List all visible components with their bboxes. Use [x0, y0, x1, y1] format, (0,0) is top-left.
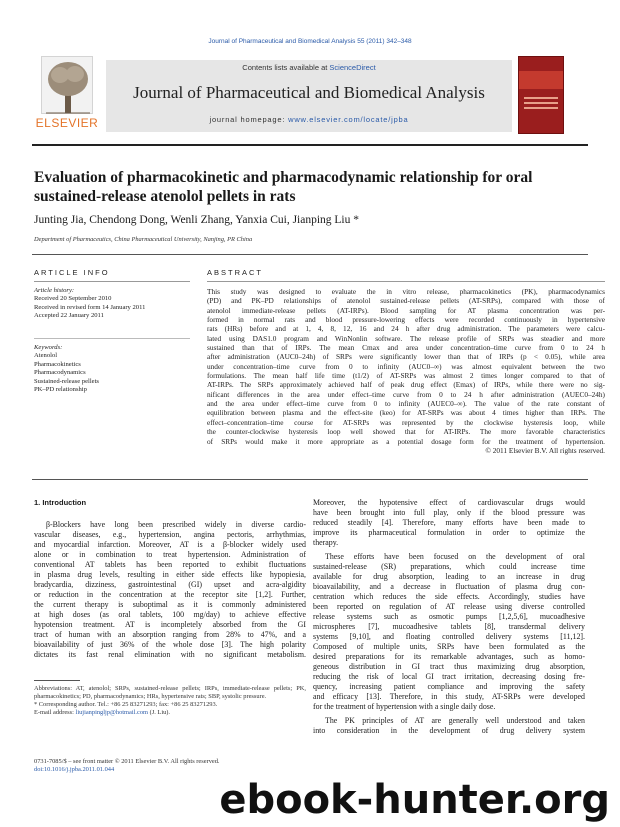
introduction-heading: 1. Introduction	[34, 498, 87, 507]
abbreviations-footnote: Abbreviations: AT, atenolol; SRPs, sustained-release pellets; IRPs, immediate-release pellets; PK, pharmacokinetics; PD, pharmacodynamics; HRs, hypertensive rats; SBP, systolic pressure.	[34, 685, 306, 700]
issn-line: 0731-7085/$ – see front matter © 2011 Elsevier B.V. All rights reserved.	[34, 758, 220, 765]
journal-cover-thumbnail[interactable]	[518, 56, 564, 134]
body-line: bradycardia, dizziness, gastrointestinal (GI) upset and acra-algidity	[34, 580, 306, 589]
body-line: desired preparations for its remarkable advantages, such as homo-	[313, 652, 585, 661]
body-line: quency, increasing patient compliance and improving the safety	[313, 682, 585, 691]
abstract-line: equilibration between plasma and the effect-site (keo) for AT-SRPs was about 4 times higher than IRPs. The	[207, 408, 605, 418]
body-line: centration which reduces the side effects. Accordingly, studies have	[313, 592, 585, 601]
body-line: have been brought into full play, only if the blood pressure was	[313, 508, 585, 517]
keyword-item: Atenolol	[34, 352, 58, 360]
abstract-line: This study was designed to evaluate the in vitro release, pharmacokinetics (PK), pharmacodynamics	[207, 287, 605, 296]
corresponding-author-footnote: * Corresponding author. Tel.: +86 25 83271293; fax: +86 25 83271293.	[34, 701, 218, 708]
body-line: release systems such as osmotic pumps [1,2,5,6], mucoadhesive	[313, 612, 585, 621]
body-line: the current therapy is suboptimal as it is commonly administered	[34, 600, 306, 609]
abstract-line: formed in normal rats and blood pressure-lowering effects were recorded continuously in hypertensive	[207, 315, 605, 325]
body-line: reducing the risk of local GI tract irritation, decreasing dosing fre-	[313, 672, 585, 681]
email-label: E-mail address:	[34, 709, 74, 716]
body-line: been reported on regulation of AT release using diverse controlled	[313, 602, 585, 611]
homepage-link[interactable]: www.elsevier.com/locate/jpba	[288, 115, 409, 124]
abstract-line: the counter-clockwise hysteresis loop well showed that for AT-IRPs. The more favorable characteristics	[207, 427, 605, 437]
journal-header-box	[106, 60, 512, 132]
author-list: Junting Jia, Chendong Dong, Wenli Zhang, Yanxia Cui, Jianping Liu *	[34, 214, 360, 226]
article-info-heading: ARTICLE INFO	[34, 268, 110, 277]
body-line: Moreover, the hypotensive effect of cardiovascular drugs would	[313, 498, 585, 507]
elsevier-logo	[32, 56, 102, 138]
abstract-line: rats (HRs) before and at 1, 4, 8, 12, 16 and 24 h after drug administration. The parameters were calcu-	[207, 324, 605, 334]
history-revised: Received in revised form 14 January 2011	[34, 303, 146, 311]
body-line: conventional AT tablets has been reported to exhibit fluctuations	[34, 560, 306, 569]
affiliation: Department of Pharmaceutics, China Pharmaceutical University, Nanjing, PR China	[34, 236, 253, 243]
body-line: bioavailability, and a decrease in fluctuation of plasma drug con-	[313, 582, 585, 591]
title-divider	[32, 254, 588, 255]
header-divider	[32, 144, 588, 146]
keyword-item: PK–PD relationship	[34, 386, 87, 394]
journal-citation[interactable]: Journal of Pharmaceutical and Biomedical Analysis 55 (2011) 342–348	[208, 38, 412, 45]
body-line: and efficacy [13]. Therefore, in this study, AT-SRPs were developed	[313, 692, 585, 701]
keywords-divider	[34, 338, 190, 339]
body-line: reduced steadily [4]. Therefore, many efforts have been made to	[313, 518, 585, 527]
abstract-line: of SRPs would make it more appropriate as a potential dosage form for the treatment of hypertension.	[207, 436, 605, 446]
body-line: dictates its fast renal elimination with no significant metabolism.	[34, 650, 306, 659]
keyword-item: Pharmacodynamics	[34, 369, 86, 377]
body-line: and myocardial infarction. Moreover, AT is a β-blocker widely used	[34, 540, 306, 549]
abstract-line: sustained than that of IRPs. The mean Cmax and area under concentration–time curve from 0 to 24 h	[207, 343, 605, 353]
abstract-line: nificant differences in the area under effect–time curve from 0 to 24 h after administration (AUEC0–24h)	[207, 389, 605, 399]
keywords-label: Keywords:	[34, 344, 63, 351]
email-suffix: (J. Liu).	[149, 709, 171, 716]
watermark: ebook-hunter.org	[219, 777, 610, 823]
keywords-block	[34, 344, 190, 394]
body-line: vascular diseases, e.g., hypertension, angina pectoris, arrhythmias,	[34, 530, 306, 539]
history-label: Article history:	[34, 287, 75, 294]
contents-line	[106, 63, 512, 72]
article-info-divider	[34, 281, 190, 282]
abstract-line: after administration (AUC0–24h) of SRPs were significantly lower than that of IRPs (p < 0.05), while area	[207, 352, 605, 362]
keyword-item: Pharmacokinetics	[34, 360, 81, 368]
body-line: systems [9,10], and floating controlled delivery systems [11,12].	[313, 632, 585, 641]
abstract-line: effect–concentration–time course for AT-SRPs was represented by the clockwise hysteresis loop, while	[207, 417, 605, 427]
journal-title: Journal of Pharmaceutical and Biomedical Analysis	[133, 83, 485, 102]
body-line: in plasma drug levels, resulting in either side effects like hypopiesia,	[34, 570, 306, 579]
body-line: available for drug absorption, leading to an increase in drug	[313, 572, 585, 581]
body-line: tract of human with an absorption ranging from 28% to 47%, and a	[34, 630, 306, 639]
history-received: Received 20 September 2010	[34, 295, 112, 303]
body-line: geneous distribution in GI tract thus maximizing drug absorption,	[313, 662, 585, 671]
body-line: therapy.	[313, 538, 339, 547]
body-line: for the treatment of hypertension with a single daily dose.	[313, 702, 496, 711]
abstract-line: formulations. The mean half life time (t1/2) of AT-SRPs was almost 2 times longer compared to that of	[207, 371, 605, 381]
footnote-divider	[34, 680, 80, 681]
body-line: hypotension treatment. AT is incompletely absorbed from the GI	[34, 620, 306, 629]
body-line: or reduction in the concentration at the receptor site [1,2]. Further,	[34, 590, 306, 599]
body-line: into consideration in the development of drug delivery system	[313, 726, 585, 735]
history-accepted: Accepted 22 January 2011	[34, 312, 104, 320]
body-line: The PK principles of AT are generally well understood and taken	[325, 716, 585, 725]
abstract-heading: ABSTRACT	[207, 268, 264, 277]
cover-band	[519, 71, 563, 89]
email-link[interactable]: liujianpingljp@hotmail.com	[75, 709, 148, 716]
body-left-column	[34, 498, 306, 660]
abstract-divider	[207, 281, 605, 282]
abstract-line: atenolol immediate-release pellets (AT-IRPs). Blood sampling for AT plasma concentration was per-	[207, 305, 605, 315]
abstract-line: (PD) and PK–PD relationships of atenolol sustained-release pellets (AT-SRPs), compared with those of	[207, 296, 605, 306]
abstract-line: under concentration–time curve from 0 to infinity (AUC0–∞) was almost equivalent between the two	[207, 361, 605, 371]
abstract-body	[207, 287, 605, 455]
body-line: β-Blockers have long been prescribed widely in diverse cardio-	[46, 520, 306, 529]
body-line: microspheres [7], mucoadhesive tablets [8], transdermal delivery	[313, 622, 585, 631]
abstract-line: lated using DAS1.0 program and WinNonlin software. The release profile of SRPs was steadier and more	[207, 333, 605, 343]
abstract-bottom-divider	[32, 479, 588, 480]
doi-link[interactable]: doi:10.1016/j.jpba.2011.01.044	[34, 766, 115, 773]
abstract-copyright: © 2011 Elsevier B.V. All rights reserved.	[485, 445, 605, 455]
journal-masthead	[32, 54, 588, 140]
body-line: alone or in combination to treat hypertension. Administration of	[34, 550, 306, 559]
keyword-item: Sustained-release pellets	[34, 377, 99, 385]
body-line: Composed of multiple units, SRPs have been formulated as the	[313, 642, 585, 651]
body-line: sustained-release (SR) preparations, which could increase time	[313, 562, 585, 571]
body-line: improve its pharmaceutical formulation in order to optimize the	[313, 528, 585, 537]
sciencedirect-link[interactable]: ScienceDirect	[329, 63, 376, 72]
footnotes	[34, 685, 306, 717]
body-right-column	[313, 498, 585, 736]
abstract-line: and the area under effect–time curve from 0 to infinity (AUEC0–∞). The value of the rate constant of	[207, 399, 605, 409]
cover-text-lines	[524, 97, 558, 99]
tree-icon	[42, 57, 94, 115]
imprint	[34, 758, 306, 774]
article-title: Evaluation of pharmacokinetic and pharmacodynamic relationship for oral sustained-release atenolol pellets in rats	[34, 169, 533, 205]
body-line: at high doses (as oral tablets, 100 mg/day) to achieve effective	[34, 610, 306, 619]
elsevier-tree-emblem	[41, 56, 93, 114]
homepage-label: journal homepage:	[209, 115, 286, 124]
body-line: bioavailability of just 36% of the whole dose [3]. The high polarity	[34, 640, 306, 649]
article-history	[34, 287, 190, 321]
body-line: These efforts have been focused on the development of oral	[325, 552, 585, 561]
publisher-wordmark: ELSEVIER	[35, 116, 99, 130]
abstract-line: AT-IRPs. The SRPs approximately achieved half of peak drug effect (Emax) of IRPs, while there were no sig-	[207, 380, 605, 390]
email-footnote	[34, 709, 306, 717]
contents-prefix: Contents lists available at	[242, 63, 328, 72]
homepage-line	[106, 115, 512, 124]
